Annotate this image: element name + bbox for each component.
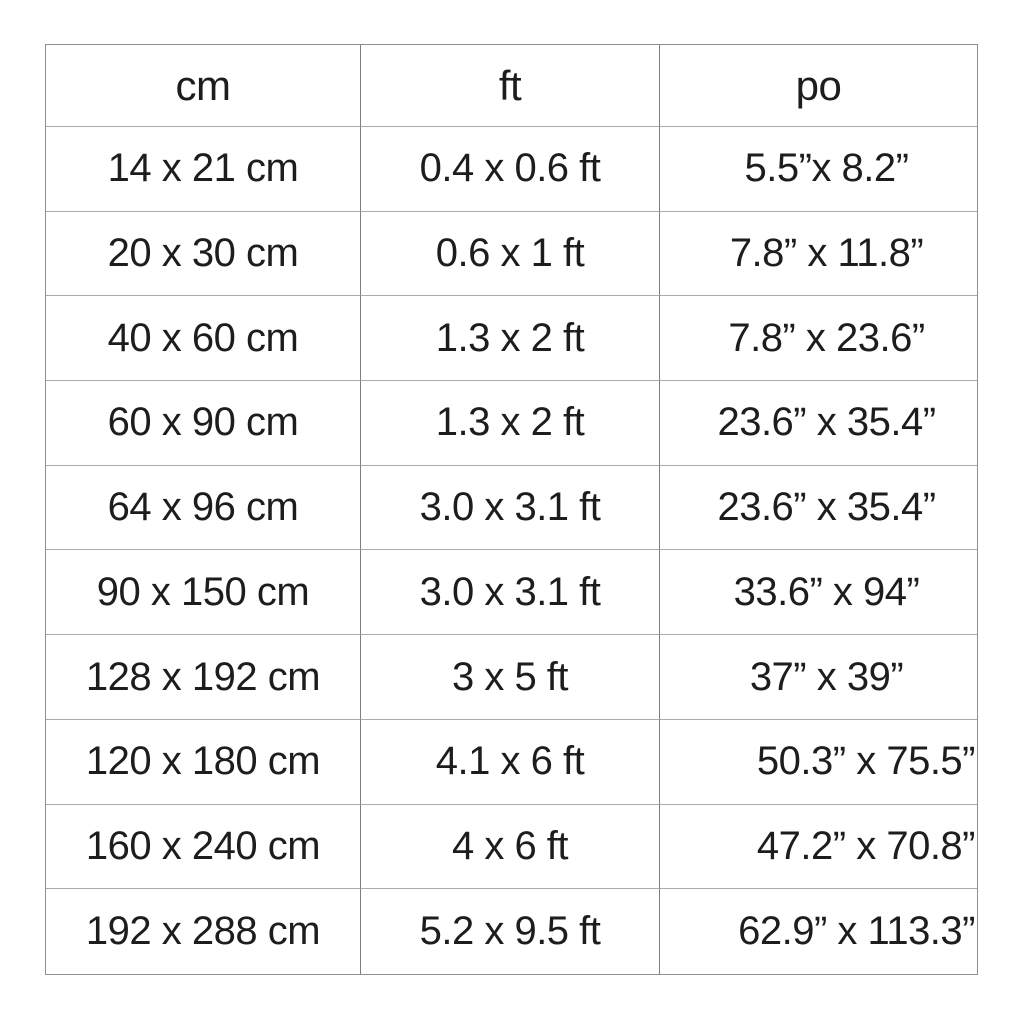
table-cell: 14 x 21 cm (46, 127, 361, 212)
table-cell: 160 x 240 cm (46, 805, 361, 890)
table-cell: 37” x 39” (660, 635, 977, 720)
table-cell: 4 x 6 ft (361, 805, 660, 890)
table-cell: 40 x 60 cm (46, 296, 361, 381)
table-cell: 192 x 288 cm (46, 889, 361, 974)
table-cell: 62.9” x 113.3” (738, 909, 975, 954)
column-header-cm: cm (46, 45, 361, 127)
table-cell: 0.4 x 0.6 ft (361, 127, 660, 212)
table-cell: 50.3” x 75.5” (660, 720, 977, 805)
table-cell: 7.8” x 23.6” (660, 296, 977, 381)
table-cell: 7.8” x 11.8” (660, 212, 977, 297)
table-cell: 23.6” x 35.4” (660, 381, 977, 466)
table-cell: 128 x 192 cm (46, 635, 361, 720)
table-cell: 64 x 96 cm (46, 466, 361, 551)
table-cell: 23.6” x 35.4” (660, 466, 977, 551)
table-cell: 3.0 x 3.1 ft (361, 466, 660, 551)
table-cell: 120 x 180 cm (46, 720, 361, 805)
table-cell: 1.3 x 2 ft (361, 381, 660, 466)
table-cell: 20 x 30 cm (46, 212, 361, 297)
table-cell: 1.3 x 2 ft (361, 296, 660, 381)
column-header-ft: ft (361, 45, 660, 127)
table-cell: 33.6” x 94” (660, 550, 977, 635)
size-conversion-table (45, 44, 978, 975)
table-cell: 60 x 90 cm (46, 381, 361, 466)
table-cell: 3 x 5 ft (361, 635, 660, 720)
table-cell: 5.5”x 8.2” (660, 127, 977, 212)
table-cell: 4.1 x 6 ft (361, 720, 660, 805)
table-cell: 0.6 x 1 ft (361, 212, 660, 297)
table-cell: 47.2” x 70.8” (660, 805, 977, 890)
table-cell: 90 x 150 cm (46, 550, 361, 635)
table-cell: 5.2 x 9.5 ft (361, 889, 660, 974)
column-header-po: po (660, 45, 977, 127)
table-cell: 3.0 x 3.1 ft (361, 550, 660, 635)
